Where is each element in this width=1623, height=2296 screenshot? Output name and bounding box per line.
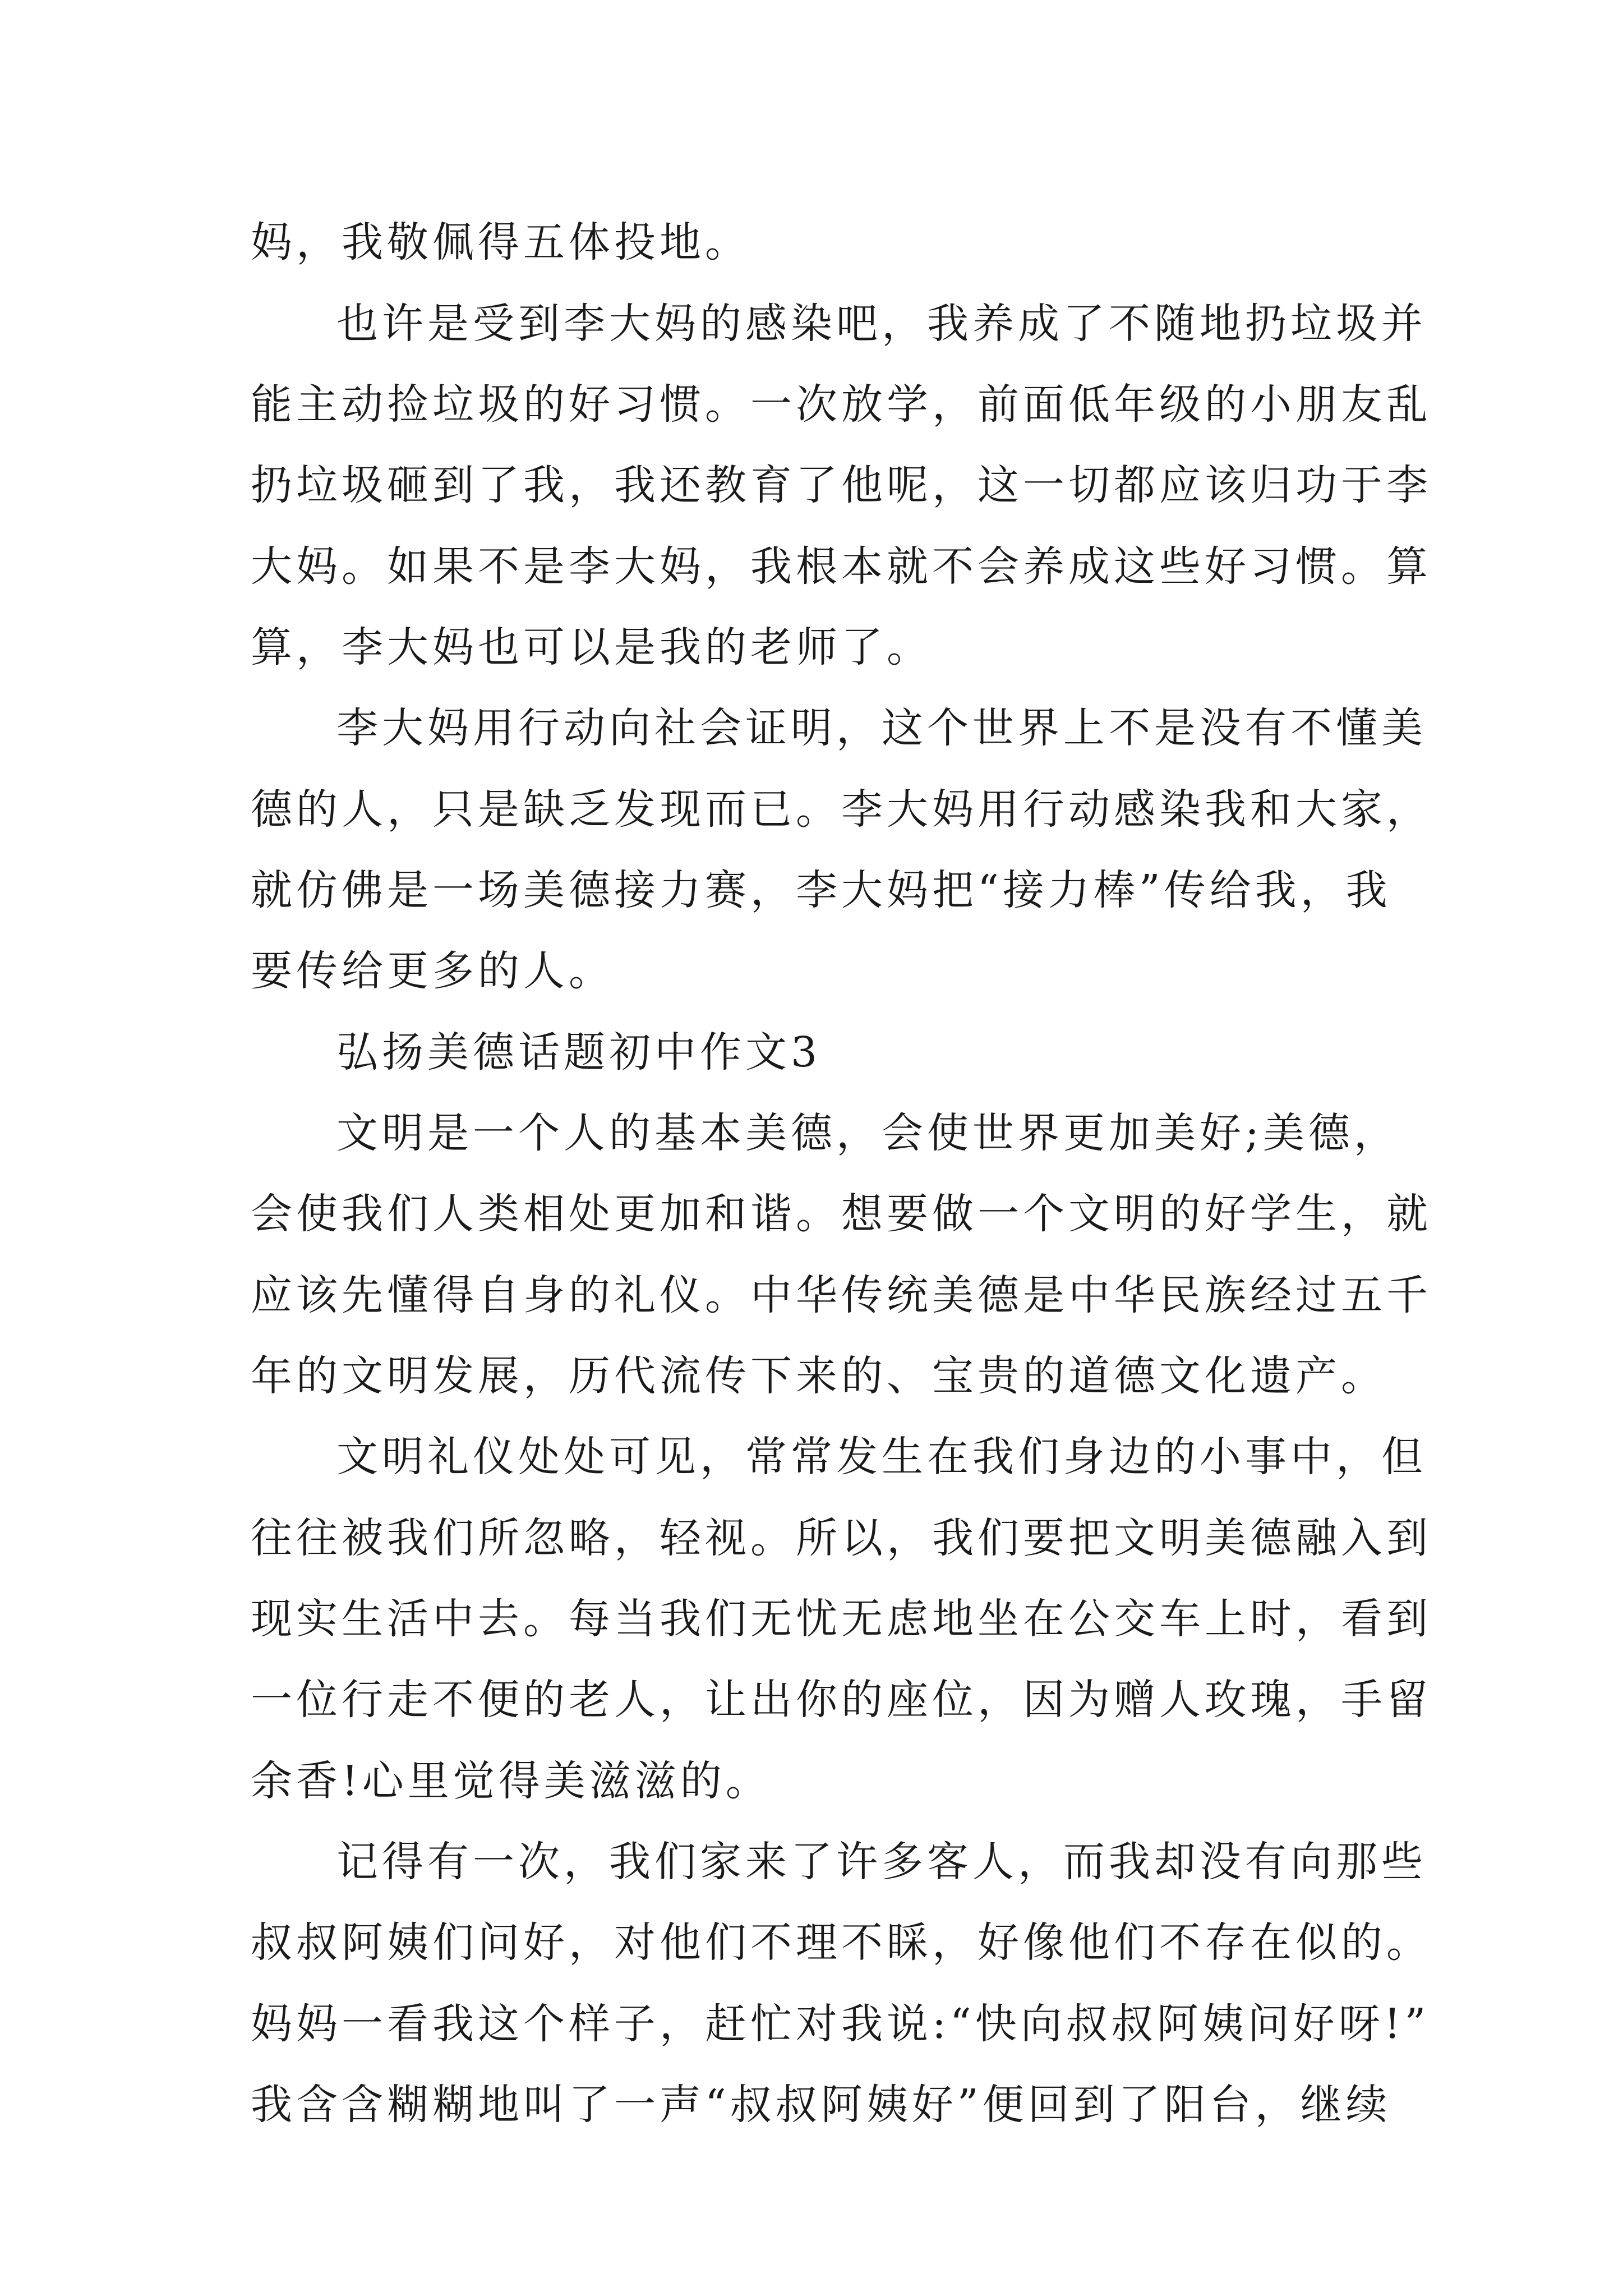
text-line: 年的文明发展，历代流传下来的、宝贵的道德文化遗产。 [251,1352,1386,1400]
text-line: 就仿佛是一场美德接力赛，李大妈把“接力棒”传给我，我 [251,866,1391,914]
paragraph-first-line: 李大妈用行动向社会证明，这个世界上不是没有不懂美 [336,704,1427,752]
text-line: 叔叔阿姨们问好，对他们不理不睬，好像他们不存在似的。 [251,1918,1432,1967]
text-line: 大妈。如果不是李大妈，我根本就不会养成这些好习惯。算 [251,542,1432,591]
paragraph-first-line: 也许是受到李大妈的感染吧，我养成了不随地扔垃圾并 [336,300,1427,348]
text-line: 会使我们人类相处更加和谐。想要做一个文明的好学生，就 [251,1190,1432,1238]
text-line: 德的人，只是缺乏发现而已。李大妈用行动感染我和大家， [251,785,1432,834]
text-line: 妈，我敬佩得五体投地。 [251,218,750,266]
paragraph-first-line: 记得有一次，我们家来了许多客人，而我却没有向那些 [336,1838,1427,1886]
text-line: 一位行走不便的老人，让出你的座位，因为赠人玫瑰，手留 [251,1676,1432,1724]
text-line: 现实生活中去。每当我们无忧无虑地坐在公交车上时，看到 [251,1595,1432,1643]
paragraph-first-line: 文明是一个人的基本美德，会使世界更加美好;美德， [336,1109,1399,1157]
text-line: 要传给更多的人。 [251,947,614,995]
text-line: 妈妈一看我这个样子，赶忙对我说:“快向叔叔阿姨问好呀!” [251,2000,1430,2048]
text-line: 应该先懂得自身的礼仪。中华传统美德是中华民族经过五千 [251,1271,1432,1319]
text-line: 往往被我们所忽略，轻视。所以，我们要把文明美德融入到 [251,1514,1432,1562]
text-line: 余香!心里觉得美滋滋的。 [251,1757,771,1805]
text-line: 扔垃圾砸到了我，我还教育了他呢，这一切都应该归功于李 [251,461,1432,509]
text-line: 能主动捡垃圾的好习惯。一次放学，前面低年级的小朋友乱 [251,380,1432,429]
text-line: 算，李大妈也可以是我的老师了。 [251,623,932,671]
section-heading: 弘扬美德话题初中作文3 [336,1028,822,1076]
text-line: 我含含糊糊地叫了一声“叔叔阿姨好”便回到了阳台，继续 [251,2081,1391,2129]
paragraph-first-line: 文明礼仪处处可见，常常发生在我们身边的小事中，但 [336,1433,1427,1481]
